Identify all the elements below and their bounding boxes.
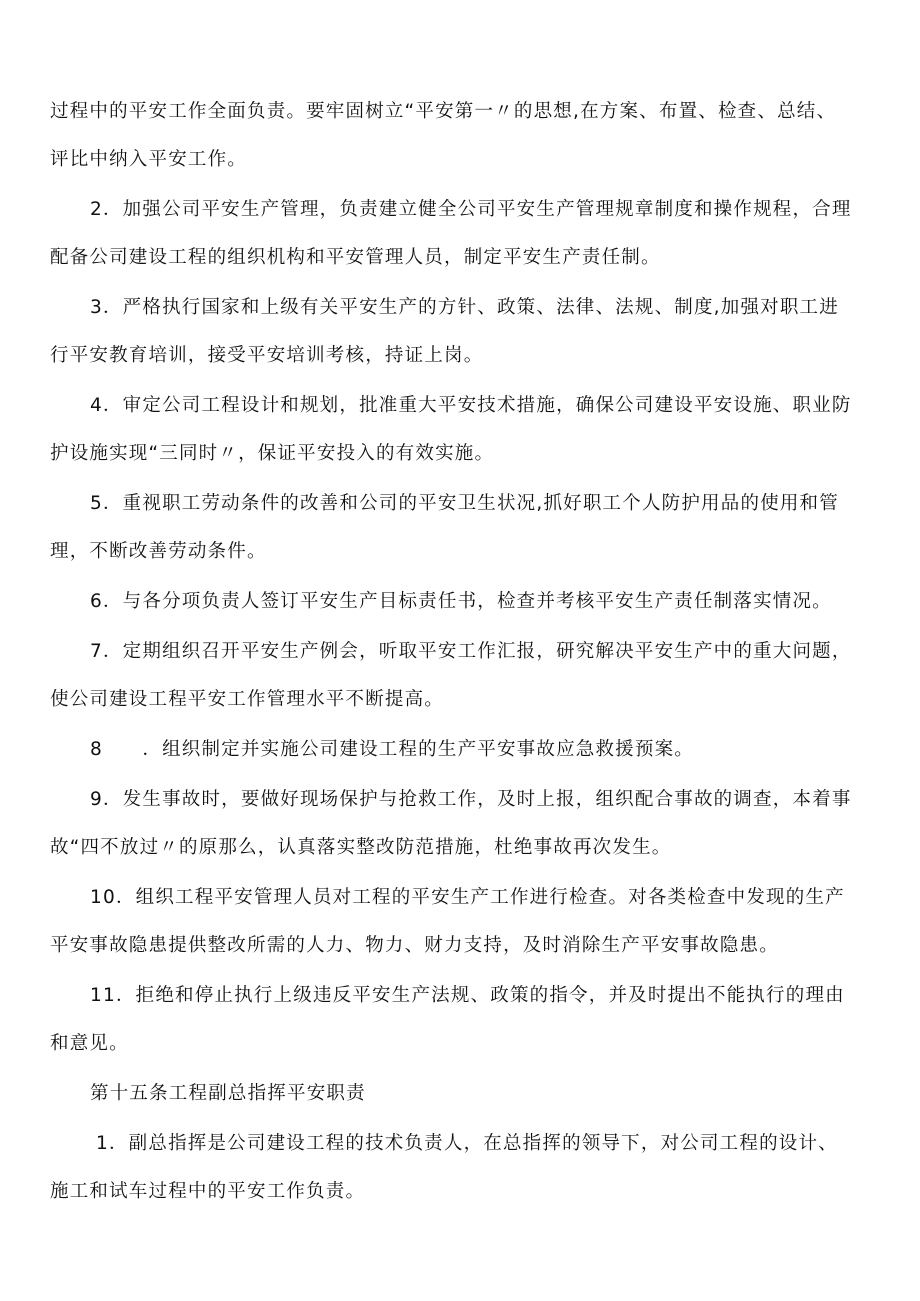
item-7-line-1: 7．定期组织召开平安生产例会，听取平安工作汇报，研究解决平安生产中的重大问题， [90,641,852,662]
item-10-line-2: 平安事故隐患提供整改所需的人力、物力、财力支持，及时消除生产平安事故隐患。 [50,935,779,956]
item-4-line-1: 4．审定公司工程设计和规划，批准重大平安技术措施，确保公司建设平安设施、职业防 [90,395,852,416]
article-15-item-1-line-2: 施工和试车过程中的平安工作负责。 [50,1181,366,1202]
item-10-line-1: 10．组织工程平安管理人员对工程的平安生产工作进行检查。对各类检查中发现的生产 [90,887,845,908]
item-11-line-2: 和意见。 [50,1033,129,1054]
item-11-line-1: 11．拒绝和停止执行上级违反平安生产法规、政策的指令，并及时提出不能执行的理由 [90,985,845,1006]
item-2-line-2: 配备公司建设工程的组织机构和平安管理人员，制定平安生产责任制。 [50,247,661,268]
item-5-line-1: 5．重视职工劳动条件的改善和公司的平安卫生状况,抓好职工个人防护用品的使用和管 [90,493,839,514]
text-line-2: 评比中纳入平安工作。 [50,149,248,170]
article-15-item-1-line-1: 1．副总指挥是公司建设工程的技术负责人，在总指挥的领导下，对公司工程的设计、 [96,1133,838,1154]
item-3-line-1: 3．严格执行国家和上级有关平安生产的方针、政策、法律、法规、制度,加强对职工进 [90,297,839,318]
article-15-heading: 第十五条工程副总指挥平安职责 [90,1083,366,1104]
item-2-line-1: 2．加强公司平安生产管理，负责建立健全公司平安生产管理规章制度和操作规程，合理 [90,199,852,220]
item-5-line-2: 理，不断改善劳动条件。 [50,541,267,562]
text-line-1: 过程中的平安工作全面负责。要牢固树立“平安第一〃的思想,在方案、布置、检查、总结、 [50,101,837,122]
item-7-line-2: 使公司建设工程平安工作管理水平不断提高。 [50,689,445,710]
item-3-line-2: 行平安教育培训，接受平安培训考核，持证上岗。 [50,345,484,366]
item-8-line-1: 8 ．组织制定并实施公司建设工程的生产平安事故应急救援预案。 [90,739,694,760]
item-9-line-1: 9．发生事故时，要做好现场保护与抢救工作，及时上报，组织配合事故的调查，本着事 [90,789,852,810]
item-9-line-2: 故“四不放过〃的原那么，认真落实整改防范措施，杜绝事故再次发生。 [50,837,672,858]
item-6-line-1: 6．与各分项负责人签订平安生产目标责任书，检查并考核平安生产责任制落实情况。 [90,591,832,612]
item-4-line-2: 护设施实现“三同时〃，保证平安投入的有效实施。 [50,443,495,464]
